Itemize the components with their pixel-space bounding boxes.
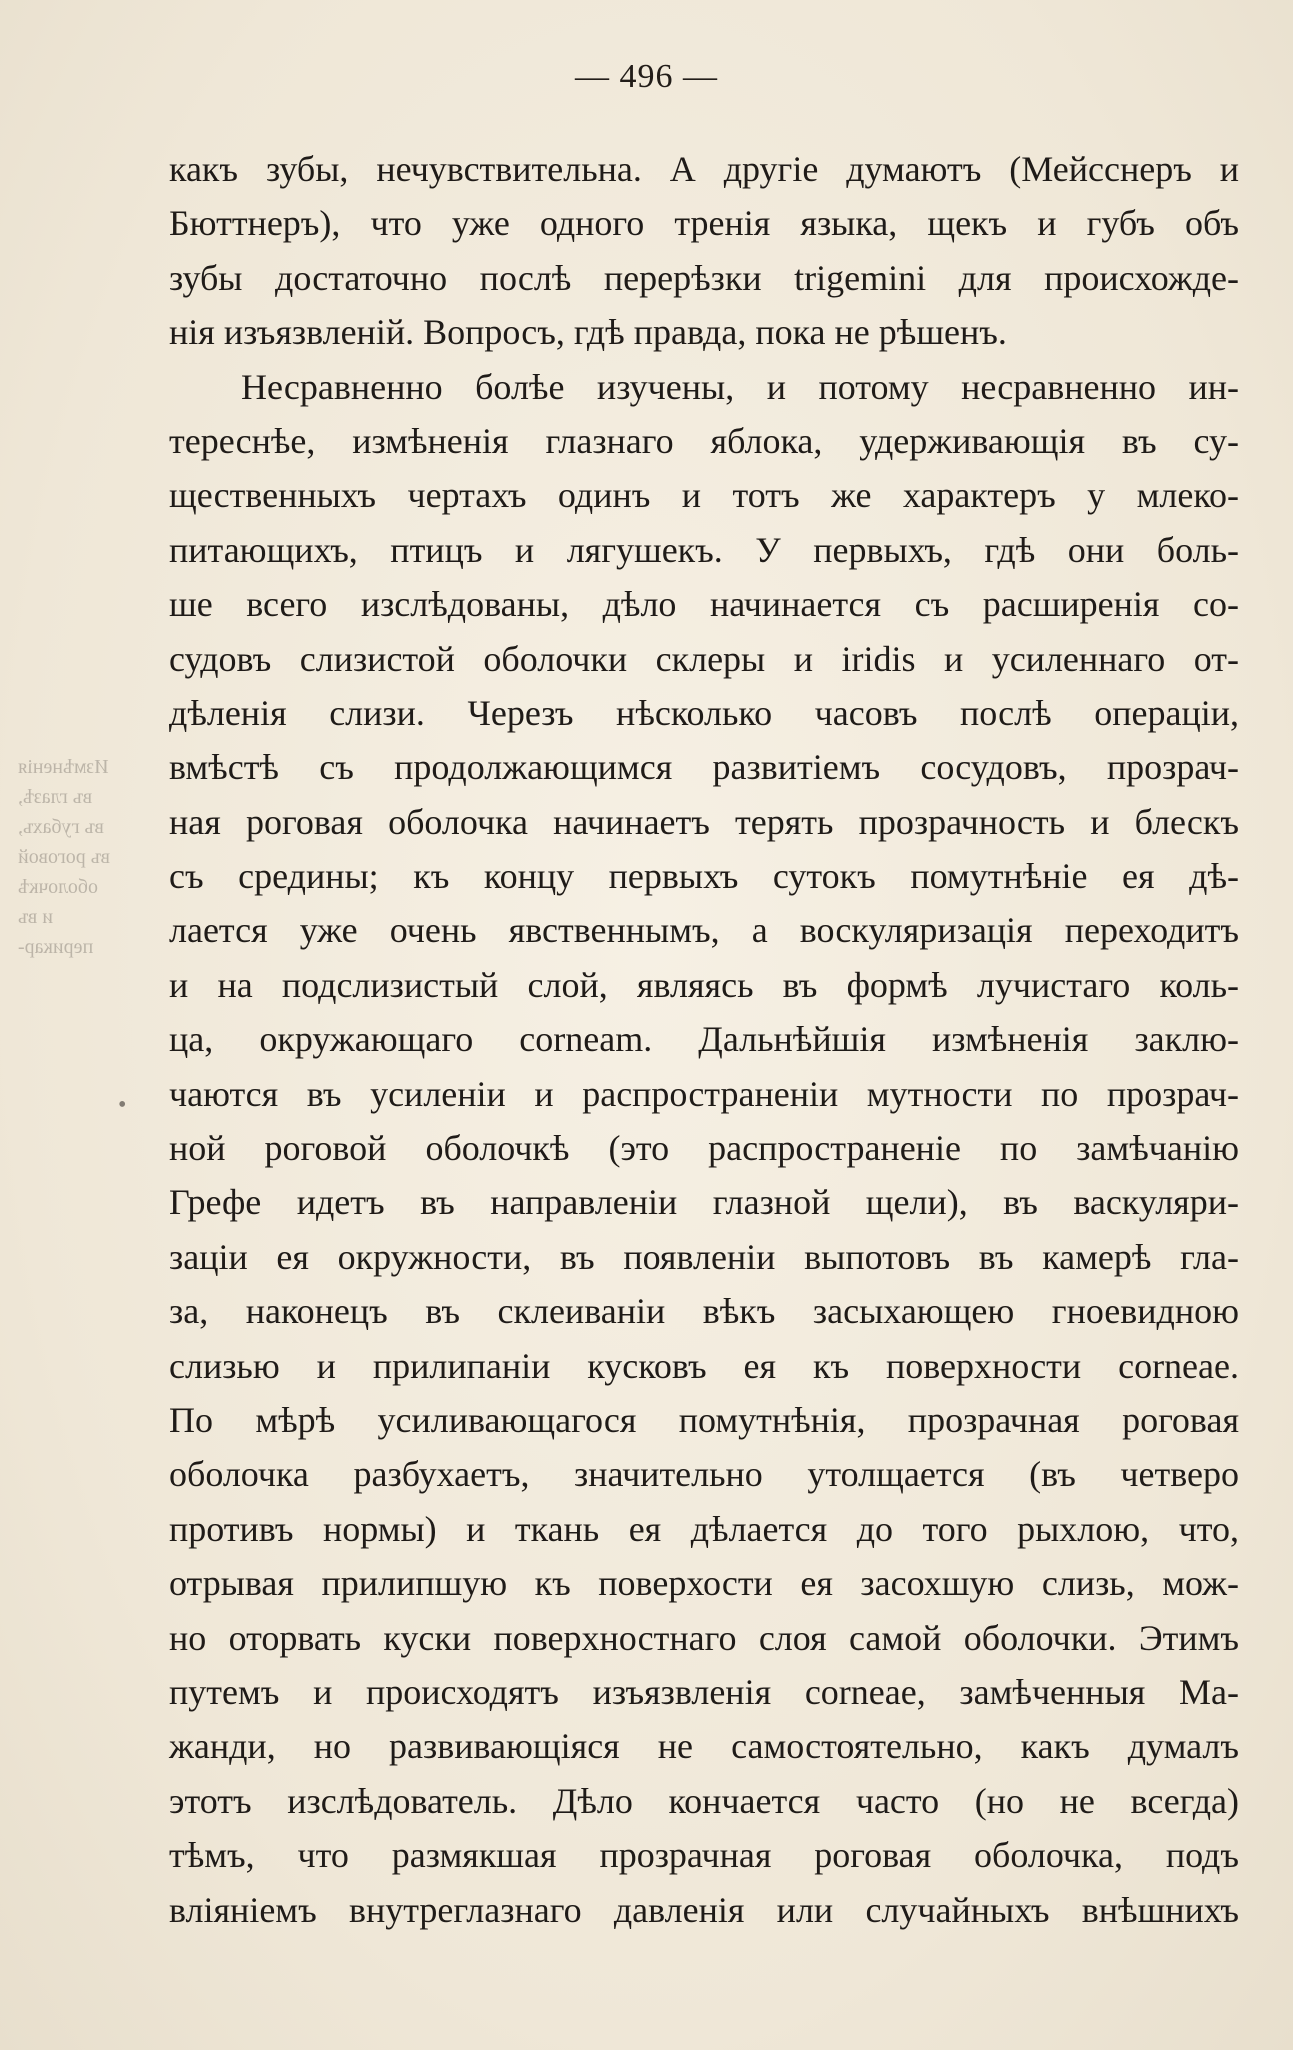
- margin-line: въ губахъ,: [18, 816, 104, 838]
- margin-line: оболочкѣ: [18, 876, 99, 898]
- text-line: заціи ея окружности, въ появленіи выпотовъ въ камерѣ гла-: [169, 1236, 1239, 1277]
- text-line: ше всего изслѣдованы, дѣло начинается съ расширенія со-: [169, 584, 1239, 625]
- text-line: ной роговой оболочкѣ (это распространеніе по замѣчанію: [169, 1128, 1239, 1169]
- text-line: противъ нормы) и ткань ея дѣлается до того рыхлою, что,: [169, 1508, 1239, 1549]
- margin-line: и въ: [18, 906, 53, 928]
- text-line: судовъ слизистой оболочки склеры и iridis и усиленнаго от-: [169, 638, 1239, 679]
- text-line: жанди, но развивающіяся не самостоятельно, какъ думалъ: [169, 1726, 1239, 1767]
- text-line: но оторвать куски поверхностнаго слоя самой оболочки. Этимъ: [169, 1617, 1239, 1658]
- text-line: щественныхъ чертахъ одинъ и тотъ же характеръ у млеко-: [169, 475, 1239, 516]
- text-line: и на подслизистый слой, являясь въ формѣ лучистаго коль-: [169, 964, 1239, 1005]
- text-line: тереснѣе, измѣненія глазнаго яблока, удерживающія въ су-: [169, 420, 1239, 461]
- margin-line: въ глазѣ,: [18, 786, 93, 808]
- text-line: этотъ изслѣдователь. Дѣло кончается часто (но не всегда): [169, 1780, 1239, 1821]
- text-line: тѣмъ, что размякшая прозрачная роговая оболочка, подъ: [169, 1835, 1239, 1876]
- margin-line: Измѣненія: [18, 756, 109, 778]
- text-line: за, наконецъ въ склеиваніи вѣкъ засыхающею гноевидною: [169, 1291, 1239, 1332]
- text-line: дѣленія слизи. Черезъ нѣсколько часовъ послѣ операціи,: [169, 692, 1239, 733]
- text-line: отрывая прилипшую къ поверхости ея засохшую слизь, мож-: [169, 1563, 1239, 1604]
- text-line: какъ зубы, нечувствительна. А другіе думаютъ (Мейсснеръ и: [169, 149, 1239, 189]
- ink-mark: •: [118, 1092, 127, 1118]
- text-line: По мѣрѣ усиливающагося помутнѣнія, прозрачная роговая: [169, 1399, 1239, 1440]
- text-line: нія изъязвленій. Вопросъ, гдѣ правда, пока не рѣшенъ.: [169, 312, 1007, 353]
- text-line: слизью и прилипаніи кусковъ ея къ поверхности corneae.: [169, 1345, 1239, 1386]
- text-line: чаются въ усиленіи и распространеніи мутности по прозрач-: [169, 1073, 1239, 1114]
- text-line: лается уже очень явственнымъ, а воскуляризація переходитъ: [169, 910, 1239, 951]
- page-number: — 496 —: [575, 58, 718, 95]
- body-text: [169, 142, 1239, 1937]
- text-line: Бюттнеръ), что уже одного тренія языка, щекъ и губъ объ: [169, 203, 1239, 244]
- text-line: зубы достаточно послѣ перерѣзки trigemini для происхожде-: [169, 257, 1239, 298]
- text-line: оболочка разбухаетъ, значительно утолщается (въ четверо: [169, 1454, 1239, 1495]
- text-line: вліяніемъ внутреглазнаго давленія или случайныхъ внѣшнихъ: [169, 1889, 1239, 1930]
- text-line: вмѣстѣ съ продолжающимся развитіемъ сосудовъ, прозрач-: [169, 747, 1239, 788]
- text-line: питающихъ, птицъ и лягушекъ. У первыхъ, гдѣ они боль-: [169, 529, 1239, 570]
- text-line: ца, окружающаго corneam. Дальнѣйшія измѣненія заклю-: [169, 1019, 1239, 1060]
- margin-note-bleed-through: [18, 752, 153, 962]
- text-line: ная роговая оболочка начинаетъ терять прозрачность и блескъ: [169, 801, 1239, 842]
- text-line: путемъ и происходятъ изъязвленія corneae, замѣченныя Ма-: [169, 1671, 1239, 1712]
- text-line: Грефе идетъ въ направленіи глазной щели), въ васкуляри-: [169, 1182, 1239, 1223]
- margin-line: въ роговой: [18, 846, 111, 868]
- paragraph-start-line: Несравненно болѣе изучены, и потому несравненно ин-: [241, 366, 1239, 407]
- text-line: съ средины; къ концу первыхъ сутокъ помутнѣніе ея дѣ-: [169, 856, 1239, 897]
- margin-line: перикар-: [18, 936, 94, 958]
